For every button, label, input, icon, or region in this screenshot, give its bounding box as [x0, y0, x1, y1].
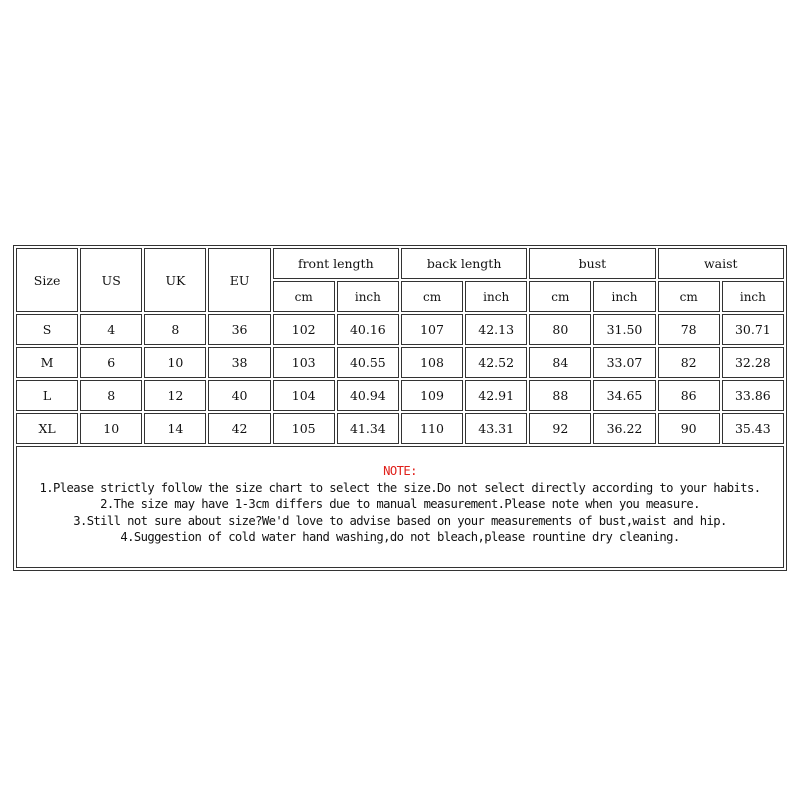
- unit-front-cm: cm: [273, 281, 335, 312]
- cell-front-cm: 104: [273, 380, 335, 411]
- cell-bust-cm: 88: [529, 380, 591, 411]
- header-bust: bust: [529, 248, 655, 279]
- note-row: [16, 446, 784, 568]
- cell-eu: 38: [208, 347, 270, 378]
- cell-front-cm: 102: [273, 314, 335, 345]
- header-waist: waist: [658, 248, 784, 279]
- cell-back-cm: 108: [401, 347, 463, 378]
- cell-uk: 8: [144, 314, 206, 345]
- header-eu: EU: [208, 248, 270, 312]
- cell-size: XL: [16, 413, 78, 444]
- cell-waist-inch: 32.28: [722, 347, 784, 378]
- cell-back-inch: 42.13: [465, 314, 527, 345]
- cell-front-inch: 40.55: [337, 347, 399, 378]
- cell-size: L: [16, 380, 78, 411]
- cell-size: M: [16, 347, 78, 378]
- cell-uk: 12: [144, 380, 206, 411]
- cell-waist-inch: 33.86: [722, 380, 784, 411]
- cell-front-inch: 40.16: [337, 314, 399, 345]
- cell-front-cm: 105: [273, 413, 335, 444]
- unit-bust-inch: inch: [593, 281, 655, 312]
- cell-waist-inch: 35.43: [722, 413, 784, 444]
- cell-bust-inch: 31.50: [593, 314, 655, 345]
- header-row-groups: [16, 248, 784, 279]
- cell-bust-inch: 36.22: [593, 413, 655, 444]
- cell-front-inch: 41.34: [337, 413, 399, 444]
- cell-size: S: [16, 314, 78, 345]
- note-line-3: 3.Still not sure about size?We'd love to advise based on your measurements of bust,waist and hip.: [73, 513, 727, 528]
- cell-front-cm: 103: [273, 347, 335, 378]
- header-front-length: front length: [273, 248, 399, 279]
- note-box: [16, 446, 784, 568]
- cell-uk: 10: [144, 347, 206, 378]
- cell-waist-inch: 30.71: [722, 314, 784, 345]
- cell-back-cm: 110: [401, 413, 463, 444]
- cell-back-inch: 42.91: [465, 380, 527, 411]
- note-title: NOTE:: [383, 464, 417, 478]
- header-back-length: back length: [401, 248, 527, 279]
- cell-eu: 36: [208, 314, 270, 345]
- cell-bust-inch: 34.65: [593, 380, 655, 411]
- table-row: [16, 314, 784, 345]
- cell-waist-cm: 86: [658, 380, 720, 411]
- cell-us: 8: [80, 380, 142, 411]
- cell-eu: 42: [208, 413, 270, 444]
- cell-back-cm: 107: [401, 314, 463, 345]
- table-row: [16, 413, 784, 444]
- note-line-2: 2.The size may have 1-3cm differs due to manual measurement.Please note when you measure.: [100, 497, 700, 511]
- cell-bust-cm: 92: [529, 413, 591, 444]
- unit-waist-inch: inch: [722, 281, 784, 312]
- cell-bust-cm: 84: [529, 347, 591, 378]
- table-row: [16, 347, 784, 378]
- cell-bust-inch: 33.07: [593, 347, 655, 378]
- note-line-1: 1.Please strictly follow the size chart to select the size.Do not select directly according to your habits.: [39, 480, 761, 495]
- size-chart-table: [13, 245, 787, 571]
- cell-waist-cm: 90: [658, 413, 720, 444]
- cell-back-inch: 43.31: [465, 413, 527, 444]
- cell-back-cm: 109: [401, 380, 463, 411]
- unit-back-inch: inch: [465, 281, 527, 312]
- table-row: [16, 380, 784, 411]
- unit-waist-cm: cm: [658, 281, 720, 312]
- unit-back-cm: cm: [401, 281, 463, 312]
- header-us: US: [80, 248, 142, 312]
- cell-bust-cm: 80: [529, 314, 591, 345]
- cell-waist-cm: 82: [658, 347, 720, 378]
- cell-uk: 14: [144, 413, 206, 444]
- cell-us: 6: [80, 347, 142, 378]
- cell-back-inch: 42.52: [465, 347, 527, 378]
- cell-eu: 40: [208, 380, 270, 411]
- unit-bust-cm: cm: [529, 281, 591, 312]
- note-line-4: 4.Suggestion of cold water hand washing,do not bleach,please rountine dry cleaning.: [120, 530, 680, 544]
- cell-waist-cm: 78: [658, 314, 720, 345]
- header-uk: UK: [144, 248, 206, 312]
- cell-us: 4: [80, 314, 142, 345]
- unit-front-inch: inch: [337, 281, 399, 312]
- header-size: Size: [16, 248, 78, 312]
- cell-front-inch: 40.94: [337, 380, 399, 411]
- cell-us: 10: [80, 413, 142, 444]
